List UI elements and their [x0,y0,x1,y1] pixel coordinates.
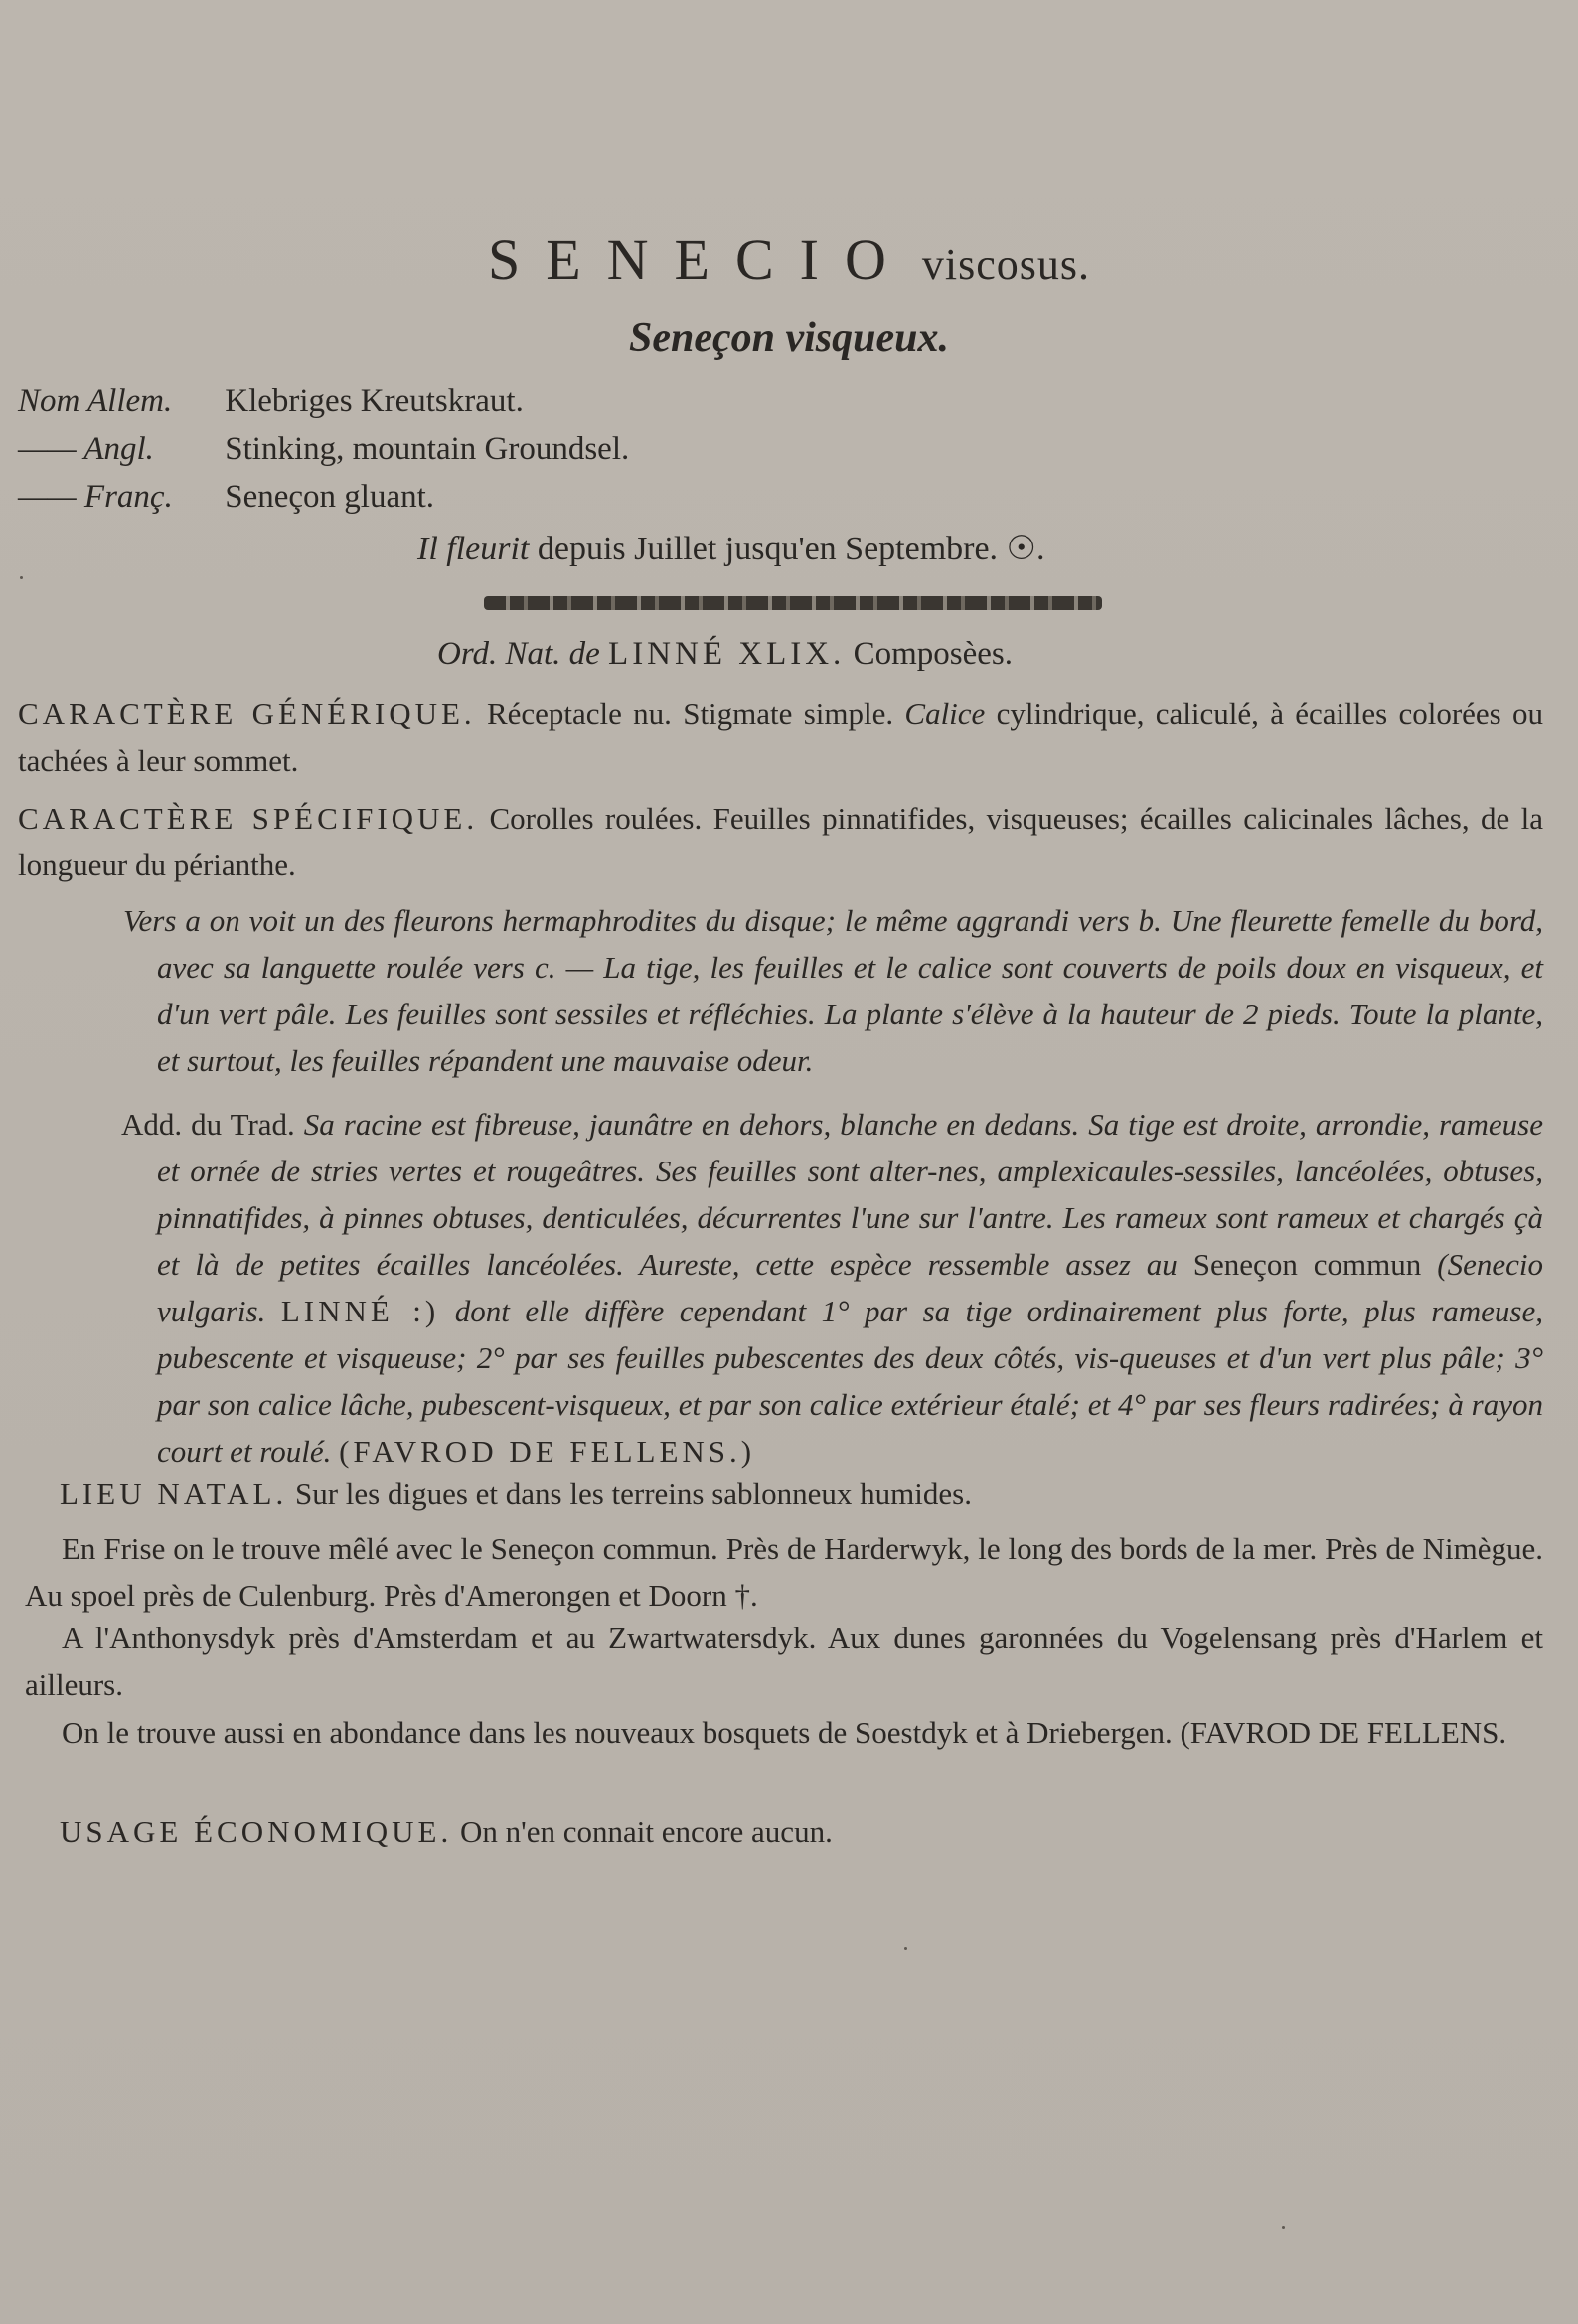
natural-order: Ord. Nat. de LINNÉ XLIX. Composèes. [437,636,1013,672]
locality-anthonysdyk: A l'Anthonysdyk près d'Amsterdam et au Zwartwatersdyk. Aux dunes garonnées du Vogelensang près d'Harlem et ailleurs. [25,1621,1543,1702]
paper-speck [904,1947,907,1950]
decorative-rule [484,596,1102,610]
genus-name: SENECIO [487,228,912,292]
vernacular-names [18,378,629,521]
translator-addition: Add. du Trad. Sa racine est fibreuse, jaunâtre en dehors, blanche en dedans. Sa tige est droite, arrondie, rameuse et ornée de stries vertes et rougeâtres. Ses feuilles sont alter-nes, amplexicaules-sessiles, lancéolées, obtuses, pinnatifides, à pinnes obtuses, denticulées, décurrentes l'une sur l'antre. Les rameux sont rameux et chargés çà et là de petites écailles lancéolées. Aureste, cette espèce ressemble assez au Seneçon commun (Senecio vulgaris. LINNÉ :) dont elle diffère cependant 1° par sa tige ordinairement plus forte, plus rameuse, pubescente et visqueuse; 2° par ses feuilles pubescentes des deux côtés, vis-queuses et d'un vert plus pâle; 3° par son calice lâche, pubescent-visqueux, et par son calice extérieur étalé; et 4° par ses fleurs radirées; à rayon court et roulé. (FAVROD DE FELLENS.) [121,1107,1544,1469]
name-english: —— Angl. Stinking, mountain Groundsel. [18,431,630,467]
name-german: Nom Allem. Klebriges Kreutskraut. [18,384,524,419]
flowering-period: Il fleurit depuis Juillet jusqu'en Septembre. ☉. [417,531,1045,567]
species-name: viscosus. [921,240,1090,289]
locality-soestdyk: On le trouve aussi en abondance dans les nouveaux bosquets de Soestdyk et à Driebergen. (FAVROD DE FELLENS. [62,1715,1507,1750]
specific-character: CARACTÈRE SPÉCIFIQUE. Corolles roulées. Feuilles pinnatifides, visqueuses; écailles calicinales lâches, de la longueur du périanthe. [18,801,1544,882]
locality-frise: En Frise on le trouve mêlé avec le Seneçon commun. Près de Harderwyk, le long des bords de la mer. Près de Nimègue. Au spoel près de Culenburg. Près d'Amerongen et Doorn †. [25,1531,1543,1613]
paper-speck [1282,2226,1285,2229]
french-common-name: Seneçon visqueux. [628,315,949,361]
paper-speck [20,576,23,579]
economic-usage: USAGE ÉCONOMIQUE. On n'en connait encore aucun. [60,1814,833,1849]
habitat: LIEU NATAL. Sur les digues et dans les terreins sablonneux humides. [60,1476,972,1511]
page-title [0,227,1578,293]
figure-description: Vers a on voit un des fleurons hermaphrodites du disque; le même aggrandi vers b. Une fleurette femelle du bord, avec sa languette roulée vers c. — La tige, les feuilles et le calice sont couverts de poils doux en visqueux, et d'un vert pâle. Les feuilles sont sessiles et réfléchies. La plante s'élève à la hauteur de 2 pieds. Toute la plante, et surtout, les feuilles répandent une mauvaise odeur. [123,903,1543,1078]
name-french: —— Franç. Seneçon gluant. [18,479,435,515]
generic-character: CARACTÈRE GÉNÉRIQUE. Réceptacle nu. Stigmate simple. Calice cylindrique, caliculé, à écailles colorées ou tachées à leur sommet. [18,697,1543,778]
